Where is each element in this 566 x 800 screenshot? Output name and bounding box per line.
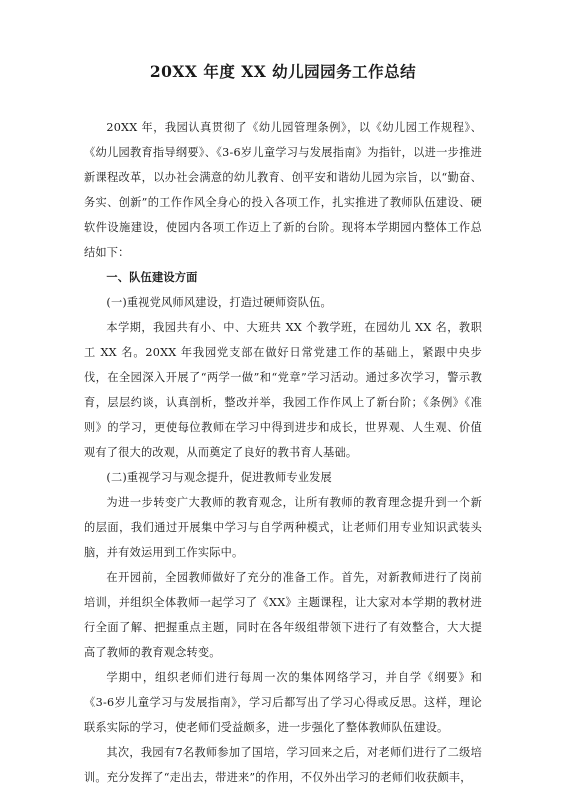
intro-paragraph: 20XX 年，我园认真贯彻了《幼儿园管理条例》，以《幼儿园工作规程》、《幼儿园教育指导纲要》、《3-6岁儿童学习与发展指南》为指针，以进一步推进新课程改革，以办社会满意的幼儿教育、创平安和谐幼儿园为宗旨，以“勤奋、务实、创新”的工作作风全身心的投入各项工作，扎实推进了教师队伍建设、硬软件设施建设，使园内各项工作迈上了新的台阶。现将本学期园内整体工作总结如下： (84, 121, 482, 259)
body-paragraph: 本学期，我园共有小、中、大班共 XX 个教学班，在园幼儿 XX 名，教职工 XX 名。20XX 年我园党支部在做好日常党建工作的基础上，紧跟中央步伐，在全园深入开展了“两学一做”和“党章”学习活动。通过多次学习，警示教育，层层约谈，认真剖析，整改并举，我园工作作风上了新台阶；《条例》《准则》的学习，更使每位教师在学习中得到进步和成长，世界观、人生观、价值观有了很大的改观，从而奠定了良好的教书育人基础。 (84, 321, 482, 459)
document-title: 20XX 年度 XX 幼儿园园务工作总结 (149, 62, 417, 81)
body-paragraph: 学期中，组织老师们进行每周一次的集体网络学习，并自学《纲要》和《3-6岁儿童学习与发展指南》，学习后都写出了学习心得或反思。这样，理论联系实际的学习，使老师们受益颇多，进一步强化了整体教师队伍建设。 (84, 671, 482, 734)
subheading-party-conduct: (一)重视党风师风建设，打造过硬师资队伍。 (106, 296, 332, 309)
body-paragraph: 为进一步转变广大教师的教育观念，让所有教师的教育理念提升到一个新的层面，我们通过开展集中学习与自学两种模式，让老师们用专业知识武装头脑，并有效运用到工作实际中。 (84, 496, 482, 559)
body-paragraph: 在开园前，全园教师做好了充分的准备工作。首先，对新教师进行了岗前培训，并组织全体教师一起学习了《XX》主题课程，让大家对本学期的教材进行全面了解、把握重点主题，同时在各年级组带领下进行了有效整合，大大提高了教师的教育观念转变。 (84, 571, 482, 659)
subheading-learning: (二)重视学习与观念提升，促进教师专业发展 (106, 471, 332, 484)
body-paragraph: 其次，我园有7名教师参加了国培，学习回来之后，对老师们进行了二级培训。充分发挥了“走出去，带进来”的作用，不仅外出学习的老师们收获颇丰， (84, 746, 482, 784)
section-heading-team-building: 一、队伍建设方面 (106, 270, 198, 284)
